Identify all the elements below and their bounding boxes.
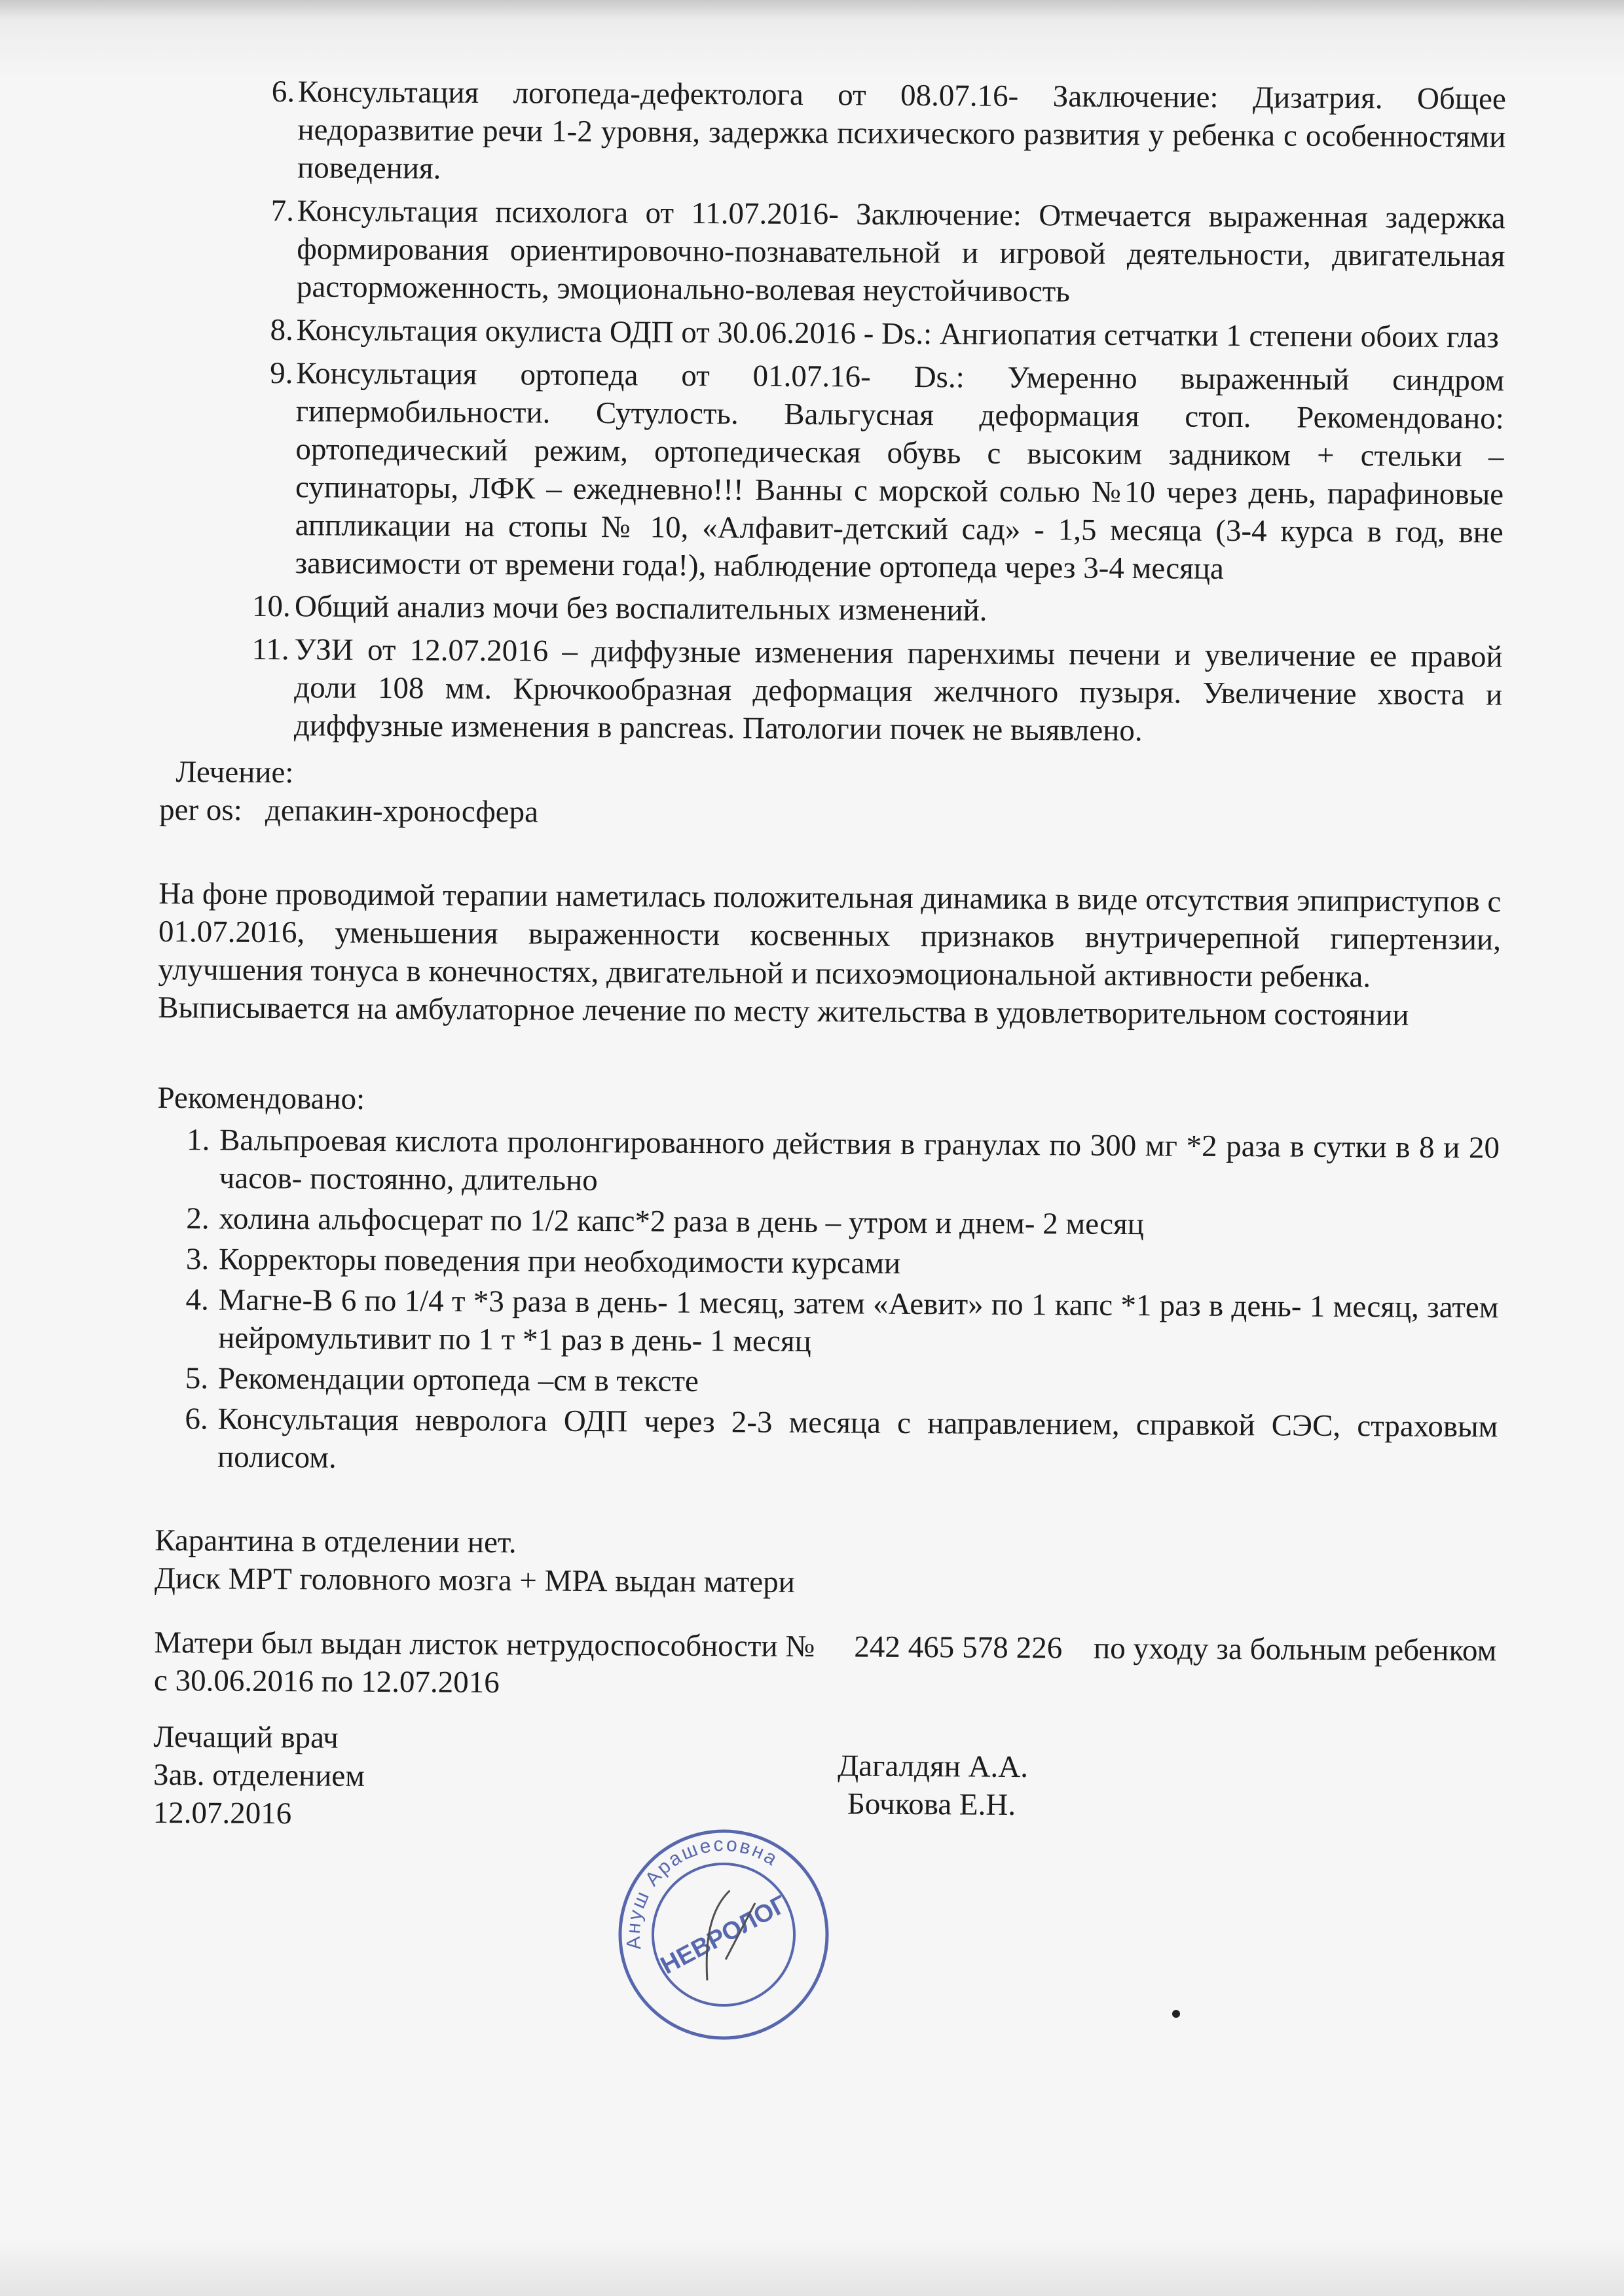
ink-dot [1172, 2010, 1180, 2018]
sick-leave-text-end: по уходу за больным ребенком с 30.06.2016 по 12.07.2016 [153, 1631, 1497, 1700]
item-text: Консультация ортопеда от 01.07.16- Ds.: Умеренно выраженный синдром гипермобильности. Сутулость. Вальгусная деформация стоп. Рекомендовано: ортопедический режим, ортопедическая обувь с высоким задником + стельки – супинаторы, ЛФК – ежедневно!!! Ванны с морской солью №10 через день, парафиновые аппликации на стопы № 10, «Алфавит-детский сад» - 1,5 месяца (3-4 курса в год, вне зависимости от времени года!), наблюдение ортопеда через 3-4 месяца [295, 356, 1505, 586]
list-item [156, 1281, 1499, 1365]
stamp-center-text: НЕВРОЛОГ [656, 1890, 792, 1980]
item-text: Рекомендации ортопеда –см в тексте [217, 1361, 699, 1399]
quarantine-line: Карантина в отделении нет. [155, 1523, 517, 1560]
item-text: Магне-В 6 по 1/4 т *3 раза в день- 1 месяц, затем «Аевит» по 1 капс *1 раз в день- 1 месяц, затем нейромультивит по 1 т *1 раз в день- 1 месяц [218, 1283, 1499, 1359]
item-number: 3. [185, 1242, 210, 1277]
signature-block [153, 1711, 1496, 1870]
list-item [160, 587, 1503, 633]
document-page [153, 72, 1506, 1870]
item-number: 6. [185, 1402, 208, 1436]
item-number: 1. [186, 1123, 210, 1157]
attending-name: Дагалдян А.А. [838, 1749, 1029, 1785]
sick-leave-text-start: Матери был выдан листок нетрудоспособности № [154, 1625, 815, 1664]
list-item [157, 1240, 1499, 1286]
sick-leave-number: 242 465 578 226 [854, 1630, 1063, 1666]
list-item [162, 310, 1504, 357]
item-number: 10. [251, 589, 291, 624]
sick-leave-paragraph [154, 1624, 1497, 1708]
recommended-label: Рекомендовано: [157, 1080, 365, 1116]
list-item [163, 72, 1506, 194]
dynamics-paragraph: На фоне проводимой терапии наметилась положительная динамика в виде отсутствия эпиприступов с 01.07.2016, уменьшения выраженности косвенных признаков внутричерепной гипертензии, улучшения тонуса в конечностях, двигательной и психоэмоциональной активности ребенка. [158, 876, 1502, 994]
findings-list [160, 72, 1506, 752]
item-number: 7. [270, 194, 295, 228]
list-item [160, 630, 1503, 752]
discharge-paragraph: Выписывается на амбулаторное лечение по месту жительства в удовлетворительном состоянии [158, 990, 1409, 1032]
recommendations-list [155, 1121, 1500, 1484]
item-text: Консультация окулиста ОДП от 30.06.2016 - Ds.: Ангиопатия сетчатки 1 степени обоих глаз [296, 313, 1500, 355]
item-text: холина альфосцерат по 1/2 капс*2 раза в день – утром и днем- 2 месяц [219, 1201, 1145, 1242]
item-number: 6. [271, 75, 295, 109]
item-text: Общий анализ мочи без воспалительных изменений. [294, 589, 987, 628]
mri-line: Диск МРТ головного мозга + МРА выдан матери [154, 1561, 795, 1599]
list-item [157, 1199, 1499, 1246]
list-item [157, 1121, 1500, 1205]
head-label: Зав. отделением [153, 1757, 365, 1793]
item-number: 11. [251, 632, 289, 667]
list-item [160, 354, 1504, 590]
treatment-label: Лечение: [175, 755, 294, 790]
list-item [162, 191, 1505, 314]
list-item [155, 1400, 1498, 1484]
attending-label: Лечащий врач [153, 1719, 339, 1755]
item-text: УЗИ от 12.07.2016 – диффузные изменения паренхимы печени и увеличение ее правой доли 108 мм. Крючкообразная деформация желчного пузыря. Увеличение хвоста и диффузные изменения в pancreas. Патологии почек не выявлено. [293, 632, 1503, 748]
head-name: Бочкова Е.Н. [847, 1787, 1016, 1822]
item-text: Консультация невролога ОДП через 2-3 месяца с направлением, справкой СЭС, страховым полисом. [217, 1402, 1498, 1475]
item-text: Консультация психолога от 11.07.2016- Заключение: Отмечается выраженная задержка формирования ориентировочно-познавательной и игровой деятельности, двигательная расторможенность, эмоционально-волевая неустойчивость [296, 194, 1505, 309]
list-item [156, 1359, 1498, 1406]
item-text: Вальпроевая кислота пролонгированного действия в гранулах по 300 мг *2 раза в сутки в 8 и 20 часов- постоянно, длительно [219, 1123, 1500, 1198]
per-os-label: per os: [158, 792, 242, 828]
signature-date: 12.07.2016 [153, 1795, 292, 1831]
item-number: 5. [185, 1361, 209, 1396]
item-number: 4. [185, 1283, 209, 1317]
item-text: Корректоры поведения при необходимости курсами [218, 1242, 901, 1281]
per-os-drug: депакин-хроносфера [265, 793, 539, 829]
item-text: Консультация логопеда-дефектолога от 08.07.16- Заключение: Дизатрия. Общее недоразвитие речи 1-2 уровня, задержка психического развития у ребенка с особенностями поведения. [297, 75, 1506, 186]
per-os-line [159, 791, 1502, 837]
item-number: 8. [270, 313, 294, 348]
stamp-ring-text: Ануш Арашесовна [622, 1833, 783, 1951]
item-number: 9. [270, 355, 293, 391]
item-number: 2. [186, 1201, 210, 1236]
